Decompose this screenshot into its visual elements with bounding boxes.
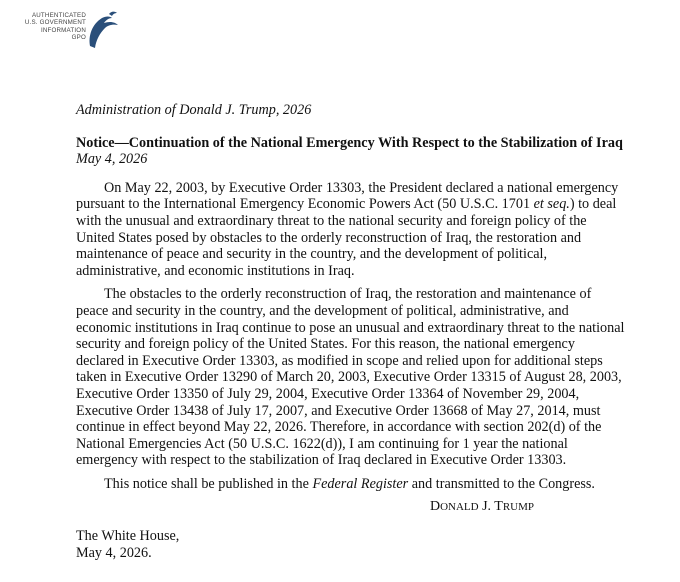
paragraph-2: The obstacles to the orderly reconstruction of Iraq, the restoration and maintenance of peace and security in the country, and the development of political, administrative, and economic institutions in Iraq continue to pose an unusual and extraordinary threat to the national security and foreign policy of the United States. For this reason, the national emergency declared in Executive Order 13303, as modified in scope and relied upon for additional steps taken in Executive Order 13290 of March 20, 2003, Executive Order 13315 of August 28, 2003, Executive Order 13350 of July 29, 2004, Executive Order 13364 of November 29, 2004, Executive Order 13438 of July 17, 2007, and Executive Order 13668 of May 27, 2014, must continue in effect beyond May 22, 2026. Therefore, in accordance with section 202(d) of the National Emergencies Act (50 U.S.C. 1622(d)), I am continuing for 1 year the national emergency with respect to the stabilization of Iraq declared in Executive Order 13303.: [76, 286, 625, 469]
notice-title: Notice—Continuation of the National Emergency With Respect to the Stabilization of Iraq: [76, 134, 623, 151]
logo-line-authenticated: AUTHENTICATED: [31, 12, 86, 19]
closing-date: May 4, 2026.: [76, 544, 152, 561]
paragraph-1-emphasis: et seq.: [533, 196, 570, 213]
paragraph-1-part-b: ) to deal with the unusual and extraordinary threat to the national security and foreign policy of the United States posed by obstacles to the orderly reconstruction of Iraq, the restoration and maintenance of peace and security in the country, and the development of political, administrative, and economic institutions in Iraq.: [76, 196, 617, 279]
logo-line-gpo: GPO: [71, 33, 86, 41]
paragraph-1: [76, 180, 626, 280]
logo-line-government: U.S. GOVERNMENT: [24, 19, 86, 27]
signature: [76, 499, 534, 516]
signature-rump: RUMP: [502, 501, 534, 514]
signature-onald: ONALD: [440, 501, 479, 514]
signature-initial-d: D: [429, 499, 441, 515]
closing-block: [76, 528, 626, 561]
paragraph-1-part-a: On May 22, 2003, by Executive Order 13303, the President declared a national emergency pursuant to the International Emergency Economic Powers Act (50 U.S.C. 1701: [76, 179, 619, 213]
notice-date: May 4, 2026: [76, 151, 148, 168]
eagle-icon: [82, 8, 122, 52]
paragraph-3-emphasis: Federal Register: [312, 475, 409, 492]
paragraph-3-part-b: and transmitted to the Congress.: [408, 475, 595, 492]
gpo-logo-text: [22, 12, 86, 41]
paragraph-3-part-a: This notice shall be published in the: [104, 475, 313, 492]
logo-line-information: INFORMATION: [40, 26, 86, 34]
signature-j-t: J. T: [478, 499, 503, 515]
presidential-document: [76, 102, 626, 561]
gpo-authentication-logo: [22, 8, 118, 52]
closing-place: The White House,: [76, 528, 180, 545]
paragraph-3: [76, 476, 626, 493]
administration-heading: Administration of Donald J. Trump, 2026: [76, 102, 312, 118]
